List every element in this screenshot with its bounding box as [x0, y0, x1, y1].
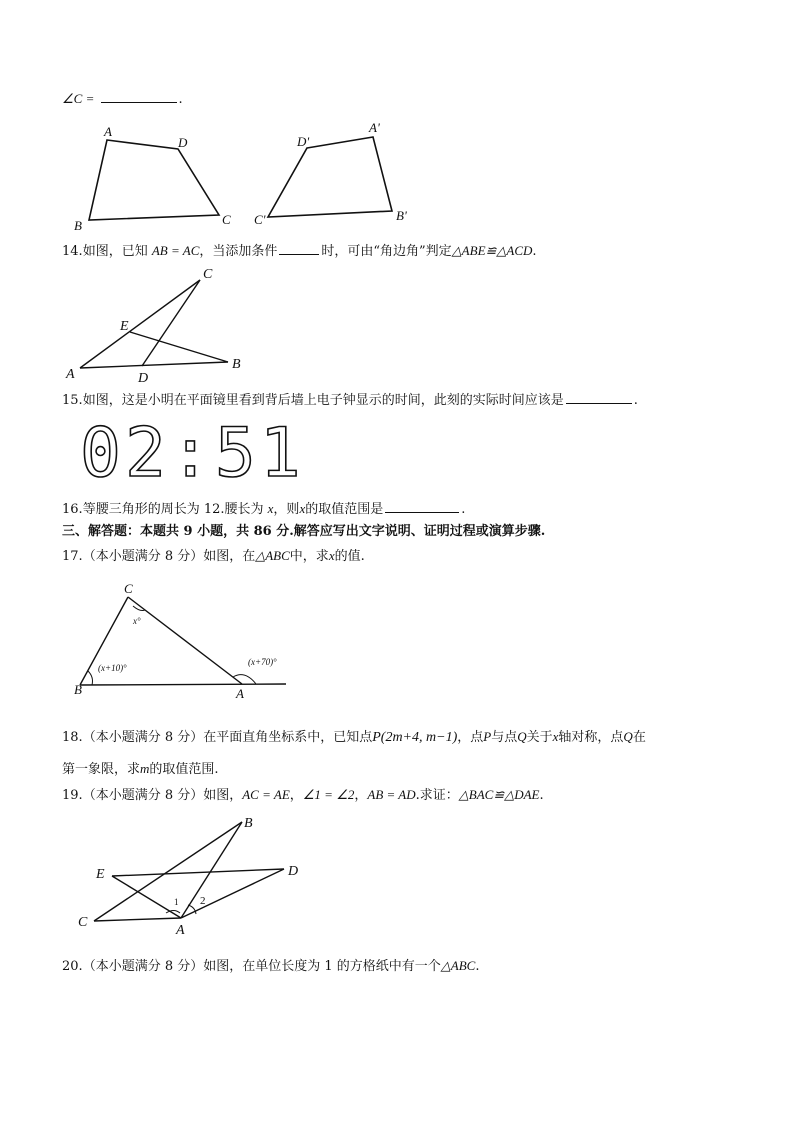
label-B: B [244, 816, 253, 831]
q19-math-a: AC = AE [242, 787, 290, 802]
q16-text-a: 等腰三角形的周长为 12.腰长为 [82, 502, 264, 517]
q19-end: . [539, 788, 544, 803]
q17-math-a: △ABC [255, 548, 290, 563]
label-D: D [288, 864, 299, 879]
q18-text-f: 在 [632, 730, 646, 745]
label-A: A [104, 124, 112, 139]
q13-end: . [178, 92, 183, 107]
q14-math-a: AB = AC [151, 243, 200, 258]
q15-text: 如图，这是小明在平面镜里看到背后墙上电子钟显示的时间，此刻的实际时间应该是 [82, 393, 564, 408]
q19-math-c: AB = AD [367, 787, 416, 802]
segment-ED [112, 869, 284, 876]
label-D-prime: D' [297, 134, 310, 149]
q18-math-b: P [483, 729, 492, 744]
q19-number: 19. [62, 788, 83, 803]
q18-text-a: （本小题满分 8 分）在平面直角坐标系中，已知点 [82, 730, 373, 745]
q14-math-b: △ABE≌△ACD [451, 243, 533, 258]
label-B: B [74, 682, 82, 697]
q15-number: 15. [62, 393, 83, 408]
q18-math-a: P(2m+4, m−1) [372, 730, 458, 745]
q18-math-d: x [552, 729, 559, 744]
segment-CA [94, 918, 181, 921]
label-C: C [203, 267, 213, 282]
q18-line2-b: 的取值范围. [149, 762, 219, 777]
label-D: D [178, 135, 188, 150]
label-C: C [222, 212, 231, 227]
q18-text-d: 关于 [526, 730, 553, 745]
q16-text-b: ，则 [273, 502, 300, 517]
label-D: D [138, 371, 149, 386]
q18-line2-math: m [140, 761, 150, 776]
q17-math-b: x [328, 548, 335, 563]
label-C: C [78, 915, 88, 930]
q16-end: . [461, 502, 466, 517]
q18-line2-a: 第一象限，求 [62, 762, 141, 777]
q14-end: . [532, 244, 537, 259]
clock-digits: 02:51 [80, 414, 305, 493]
q18-number: 18. [62, 730, 83, 745]
q17-text-a: （本小题满分 8 分）如图，在 [82, 549, 256, 564]
label-A: A [176, 923, 185, 938]
section3-title: 三、解答题：本题共 9 小题，共 86 分.解答应写出文字说明、证明过程或演算步骤. [62, 524, 546, 539]
q18-math-e: Q [623, 729, 633, 744]
label-A: A [236, 686, 244, 701]
q16-text-c: 的取值范围是 [305, 502, 384, 517]
q16-number: 16. [62, 502, 83, 517]
q17-text-c: 的值. [334, 549, 365, 564]
label-B: B [74, 218, 82, 233]
angle-label-1: 1 [174, 897, 179, 907]
q14-text-a: 如图，已知 [82, 244, 148, 259]
label-C: C [124, 581, 133, 596]
q18-math-c: Q [517, 729, 527, 744]
q19-text-d: .求证： [415, 788, 459, 803]
label-B-prime: B' [396, 208, 407, 223]
q20-line [62, 957, 479, 976]
q14-text-c: 时，可由“角边角”判定 [321, 244, 452, 259]
angle-label-B: (x+10)° [98, 663, 127, 673]
q17-number: 17. [62, 549, 83, 564]
q20-math-a: △ABC [440, 958, 476, 973]
q20-text-a: （本小题满分 8 分）如图，在单位长度为 1 的方格纸中有一个 [82, 959, 441, 974]
segment-EA [112, 876, 181, 918]
q18-text-c: 与点 [491, 730, 518, 745]
q18-text-b: ，点 [457, 730, 484, 745]
q19-math-d: △BAC≌△DAE [458, 787, 540, 802]
q19-math-b: ∠1 = ∠2 [302, 787, 355, 802]
label-B: B [232, 357, 241, 372]
angle-label-A-ext: (x+70)° [248, 657, 277, 667]
q14-text-b: ，当添加条件 [199, 244, 278, 259]
label-A-prime: A' [369, 120, 380, 135]
q16-math-b: x [299, 501, 306, 516]
q15-end: . [633, 393, 638, 408]
angle-label-2: 2 [200, 895, 206, 907]
q19-text-c: ， [354, 788, 368, 803]
label-E: E [96, 867, 105, 882]
q17-text-b: 中，求 [289, 549, 329, 564]
q19-text-b: ， [289, 788, 303, 803]
q16-math-a: x [267, 501, 274, 516]
q13-prefix: ∠C = [62, 91, 95, 106]
label-E: E [120, 319, 129, 334]
label-C-prime: C' [254, 212, 266, 227]
q19-text-a: （本小题满分 8 分）如图， [82, 788, 243, 803]
q14-number: 14. [62, 244, 83, 259]
label-A: A [66, 367, 75, 382]
q20-number: 20. [62, 959, 83, 974]
q20-end: . [475, 959, 480, 974]
angle-label-C: x° [133, 616, 141, 626]
q18-text-e: 轴对称，点 [558, 730, 624, 745]
